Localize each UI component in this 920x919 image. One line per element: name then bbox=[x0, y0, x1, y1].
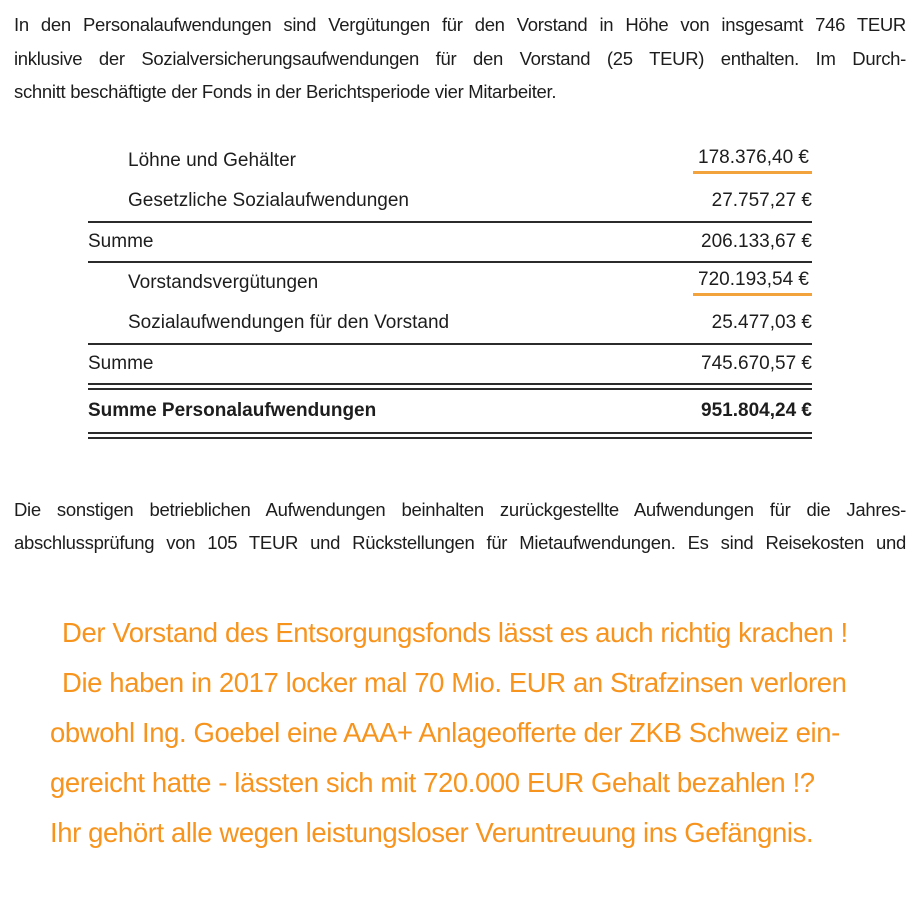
row-label: Vorstandsvergütungen bbox=[128, 271, 319, 293]
paragraph1-line-1: In den Personalaufwendungen sind Vergütungen für den Vorstand in Höhe von insgesamt 746 TEUR bbox=[14, 14, 906, 35]
table-row-loehne-und-gehaelter bbox=[88, 141, 812, 181]
annotation-line-1: Der Vorstand des Entsorgungsfonds lässt es auch richtig krachen ! bbox=[62, 616, 848, 648]
paragraph-personalaufwendungen bbox=[14, 8, 906, 109]
paragraph1-line-3: schnitt beschäftigte der Fonds in der Berichtsperiode vier Mitarbeiter. bbox=[14, 81, 557, 102]
annotation-line-4: gereicht hatte - lässten sich mit 720.000 EUR Gehalt bezahlen !? bbox=[50, 766, 815, 798]
table-double-rule bbox=[88, 432, 812, 439]
row-amount: 951.804,24 € bbox=[701, 399, 812, 421]
paragraph2-line-1: Die sonstigen betrieblichen Aufwendungen beinhalten zurückgestellte Aufwendungen für die Jahres- bbox=[14, 498, 906, 520]
paragraph1-line-2: inklusive der Sozialversicherungsaufwendungen für den Vorstand (25 TEUR) enthalten. Im Durch- bbox=[14, 47, 906, 69]
paragraph-sonstige-aufwendungen bbox=[14, 493, 906, 560]
table-row-gesetzliche-sozialaufwendungen bbox=[88, 181, 812, 221]
annotation-line-3: obwohl Ing. Goebel eine AAA+ Anlageofferte der ZKB Schweiz ein- bbox=[50, 716, 840, 748]
row-label: Summe Personalaufwendungen bbox=[88, 399, 377, 421]
row-label: Gesetzliche Sozialaufwendungen bbox=[128, 189, 409, 211]
annotation-line-5: Ihr gehört alle wegen leistungsloser Veruntreuung ins Gefängnis. bbox=[50, 816, 814, 848]
row-label: Sozialaufwendungen für den Vorstand bbox=[128, 311, 450, 333]
row-amount: 745.670,57 € bbox=[701, 352, 812, 374]
table-row-summe-1 bbox=[88, 223, 812, 261]
row-amount-orange-underlined: 178.376,40 € bbox=[693, 147, 812, 174]
row-label: Summe bbox=[88, 230, 154, 252]
table-row-sozialaufwendungen-vorstand bbox=[88, 303, 812, 343]
annotation-line-2: Die haben in 2017 locker mal 70 Mio. EUR an Strafzinsen verloren bbox=[62, 666, 847, 698]
table-row-summe-2 bbox=[88, 345, 812, 383]
row-label: Löhne und Gehälter bbox=[128, 149, 296, 171]
row-amount: 206.133,67 € bbox=[701, 230, 812, 252]
table-double-rule bbox=[88, 383, 812, 390]
table-row-summe-personalaufwendungen bbox=[88, 390, 812, 432]
paragraph2-line-2: abschlussprüfung von 105 TEUR und Rückstellungen für Mietaufwendungen. Es sind Reisekosten und bbox=[14, 532, 906, 553]
row-label: Summe bbox=[88, 352, 154, 374]
table-row-vorstandsverguetungen bbox=[88, 263, 812, 303]
row-amount-orange-underlined: 720.193,54 € bbox=[693, 269, 812, 296]
personnel-expenses-table bbox=[88, 141, 812, 439]
row-amount: 25.477,03 € bbox=[711, 311, 812, 333]
annotation-orange-comment bbox=[50, 608, 906, 858]
row-amount: 27.757,27 € bbox=[711, 189, 812, 211]
